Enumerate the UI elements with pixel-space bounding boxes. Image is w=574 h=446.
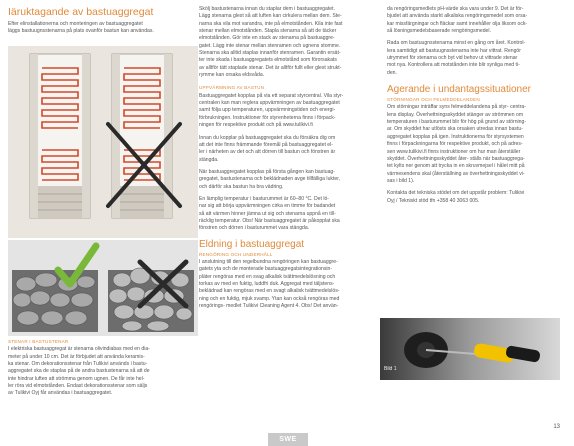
cleaning-text: I anslutning till den regelbundna rengöringen kan bastuaggre- gatets yta och de monterade bastuaggregatsintegrationsin- pläter rengöras med en svag alkalisk tvättmedelslösning och torkas av med en fuktig, luddfri duk. Aggregat med täljstens- beklädnad kan rengöras med en svagt alkalisk tvättmedelslös- ning och en fuktig, mjuk svamp. Ytan kan också rengöras med rengörings- medlet Tulikivi Cleaning Agent 4. Obs! Det använ-	[199, 258, 340, 310]
reset-photo	[380, 318, 560, 380]
support-text: Kontakta det tekniska stödet om det uppstår problem: Tulikivi Oyj / Tekniskt stöd tfn +358 40 3063 005.	[387, 190, 525, 204]
page-number: 13	[553, 424, 560, 430]
errors-text: Om störningar inträffar syns felmeddelandena på styr- centra- lens display. Överhettningsskyddet stänger av strömmen om temperaturen i basturummet blir för hög på grund av störning- ar. Om skyddet har utlösts ska orsaken utredas innan bastu- aggregatet kopplas på igen. Instruktionerna för styrsystemen finns i förpackningarna för respektive produkt, och på adres- sen www.tulikivi.fi finns instruktioner om hur man återställer skyddet. Överhettningsskyddet åter- ställs när bastuaggrega- tet kylts ner genom att trycka in en skruvmejsel i hålet mitt på värmesendens skal (återställning av överhettningsskyddet vi- sas i bild 1).	[387, 104, 527, 184]
heater-diagrams-figure	[8, 46, 198, 238]
section-title-exceptions: Agerande i undantagssituationer	[387, 84, 531, 96]
before-switch-text: Innan du kopplar på bastuaggregatet ska du försäkra dig om att det inte finns främmande föremål på bastuaggregatet el- ler i närheten av det och att dörren till bastun och fönstren är stängda.	[199, 134, 336, 163]
section-title-eldning: Eldning i bastuaggregat	[199, 238, 305, 250]
column-1-bottom	[8, 338, 186, 398]
stones-wrong-photo	[108, 262, 194, 332]
page-title: Iäruktagande av bastuaggregat	[8, 6, 154, 18]
column-2	[199, 6, 377, 310]
stones-text: I elektriska bastuaggregat är stenarna olivindiabas med en dia- meter på under 10 cm. Det är förbjudet att använda keramis- ka stenar. Om dekorationsstenar från Tulikivi används i bastu- aggregatet ska de staplas på de andra bastustenarna så att de inte hindrar luften att strömma genom ugnen. De får inte hel- ler röra vid elmotstånden. Endast dekorationsstenar som säljs av Tulikivi Oyj får användas i bastuaggregatet.	[8, 346, 150, 397]
stones-photos-figure	[8, 240, 198, 336]
section-heading-errors: STÖRNINGAR OCH FELMEDDELANDEN	[387, 97, 480, 103]
temperature-text: En lämplig temperatur i basturummet är 60–80 °C. Det lö- nar sig att börja uppvärmningen cirka en timme för badandet så att värmen hinner jämna ut sig och stenarna uppnå en till- räcklig temperatur. Obs! När bastuaggregatet är påkopplat ska fönstren och dörren i basturummet vara stängda.	[199, 195, 340, 232]
heater-correct-diagram	[30, 54, 90, 218]
column-3	[387, 6, 567, 205]
stacking-text: Skölj bastustenarna innan du staplar dem i bastuaggregatet. Lägg stenarna glest så att luften kan cirkulera mellan dem. Ste- narna ska vila mot varandra, inte på elmotstånden. Kila inte fast stenar mellan elmotstånden. Stapla stenarna så att de täcker elmotstånden. Gör inte en stack av stenarna på bastuaggre- gatet. Lägg inte stenar mellan stenramen och ugnens stomme. Stenarna ska alltid staplas innanför stenramen. Garantin ersät- ter inte skada i bastuaggregatets elmotstånd som förorsakats av alltför tätt staplade stenar. Det är alltför fullt eller glest strukt- rymme kan orsaka eldsvåda.	[199, 6, 343, 79]
column-1	[8, 6, 186, 36]
language-tab: SWE	[268, 433, 308, 446]
section-heading-cleaning: RENGÖRING OCH UNDERHÅLL	[199, 251, 273, 257]
detergent-text: da rengöringsmedlets pH-värde ska vara under 9. Det är för- bjudet att använda starkt alkaliska rengöringsmedel som orsa- kar missfärgningar och fläckar samt innehåller olja liksom ock- så lösningsmedelsbaserade rengöringsmedel.	[387, 6, 528, 35]
first-use-text: När bastuaggregatet kopplas på första gången kan bastuag- gregatet, bastustenarna och beklädnaden avge tillfälliga lukter, och därför ska bastun ha bra vädring.	[199, 168, 341, 190]
section-heading-stones: STENAR I BASTUSTENAR	[8, 339, 69, 344]
section-heading-heating: UPPVÄRMNING AV BASTUN	[199, 85, 265, 91]
intro-text: Efter elinstallationerna och monteringen av bastuaggregatet läggs bastuugnsstenarna på plats ovanför bastun kan användas.	[8, 21, 154, 35]
photo-caption: Bild 1	[384, 366, 397, 372]
heating-text: Bastuaggregatet kopplas på via ett separat styrcentral. Vila styr- centralen kan man reglera uppvärmningen av bastuaggregatet samt följa upp temperaturen, uppvärmningstiden och energi- förbrukningen. Instruktioner för styrenheterna finns i förpack- ningen för respektive produkt och på www.tulikivi.fi	[199, 92, 344, 129]
heater-wrong-diagram	[108, 54, 180, 218]
stone-maintenance-text: Rada om bastuugnsstenarna minst en gång om året. Kontrol- lera samtidigt att bastuugnsstenarna inte har vittrat. Rengör utrymmet för stenarna och byt vid behov ut vittrade stenar mot nya. Kontrollera att motstånden inte blir synliga med ti- den.	[387, 40, 526, 76]
